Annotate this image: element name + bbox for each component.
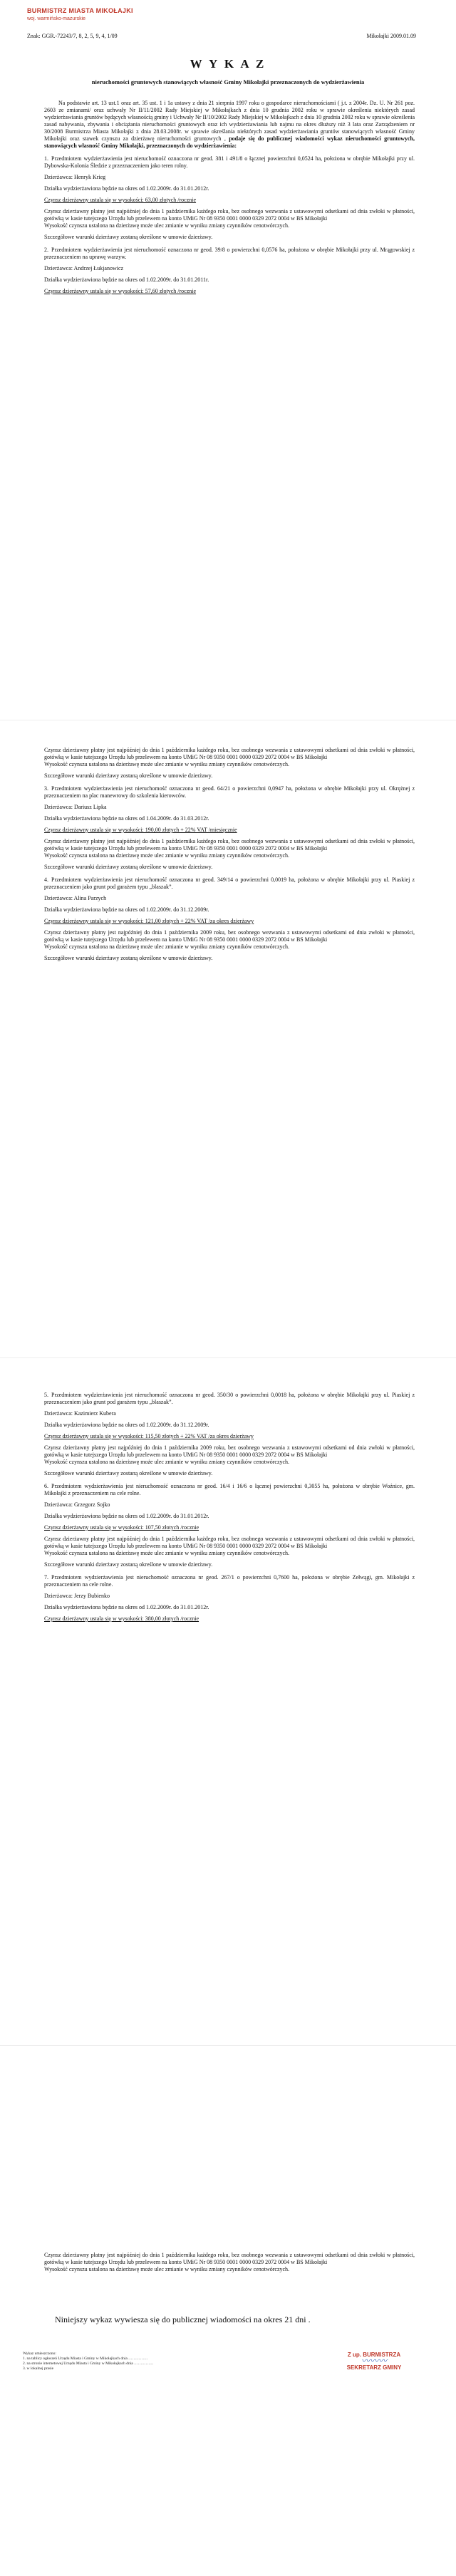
- item-lessee: Dzierżawca: Henryk Krieg: [44, 174, 106, 180]
- item-description: 5. Przedmiotem wydzierżawienia jest nieruchomość oznaczona nr geod. 350/30 o powierzchni 0,0018 ha, położona w obrębie Mikołajki przy ul. Piaskiej z przeznaczeniem jako grunt pod garażem typu „blaszak”.: [44, 1392, 415, 1405]
- payment-terms: Czynsz dzierżawny płatny jest najpóźniej do dnia 1 października każdego roku, bez osobnego wezwania z ustawowymi odsetkami od dnia zwłoki w płatności, gotówką w kasie tutejszego Urzędu lub przelewem na konto UMiG Nr 08 9350 0001 0000 0329 2072 0004 w BS Mikołajki Wysokość czynszu ustalona na dzierżawę może ulec zmianie w wyniku zmiany czynników cenotwórczych.: [44, 838, 415, 859]
- item-description: 3. Przedmiotem wydzierżawienia jest nieruchomość oznaczona nr geod. 64/21 o powierzchni 0,0947 ha, położona w obrębie Mikołajki przy ul. Okrężnej z przeznaczeniem na plac manewrowy do szkolenia kierowców.: [44, 785, 415, 799]
- section-page-3: [44, 1386, 415, 1627]
- item-period: Działka wydzierżawiona będzie na okres od 1.02.2009r. do 31.12.2009r.: [44, 1422, 209, 1428]
- document-subtitle: nieruchomości gruntowych stanowiących własność Gminy Mikołajki przeznaczonych do wydzierżawienia: [91, 78, 365, 86]
- list-item: [44, 155, 415, 241]
- item-period: Działka wydzierżawiona będzie na okres od 1.02.2009r. do 31.12.2009r.: [44, 906, 209, 913]
- list-item: [44, 1392, 415, 1477]
- terms-note: Szczegółowe warunki dzierżawy zostaną określone w umowie dzierżawy.: [44, 864, 213, 870]
- item-rent: Czynsz dzierżawny ustala się w wysokości: 121,00 złotych + 22% VAT /za okres dzierżawy: [44, 918, 254, 924]
- stamp-line-2: woj. warmińsko-mazurskie: [27, 16, 86, 21]
- list-item: [44, 1574, 415, 1623]
- section-page-4: [44, 2252, 415, 2277]
- reference-number: Znak: GGR.-72243/7, 8, 2, 5, 9, 4, 1/09: [27, 33, 118, 39]
- item-description: 7. Przedmiotem wydzierżawienia jest nieruchomość oznaczona nr geod. 267/1 o powierzchni 0,7600 ha, położona w obrębie Zełwągi, gm. Mikołajki z przeznaczeniem na cele rolne.: [44, 1574, 415, 1588]
- terms-note: Szczegółowe warunki dzierżawy zostaną określone w umowie dzierżawy.: [44, 234, 213, 240]
- item-lessee: Dzierżawca: Dariusz Lipka: [44, 804, 107, 810]
- signature-line-1: Z up. BURMISTRZA: [347, 2352, 401, 2358]
- item-period: Działka wydzierżawiona będzie na okres od 1.02.2009r. do 31.01.2012r.: [44, 1513, 209, 1519]
- item-rent: Czynsz dzierżawny ustala się w wysokości: 57,60 złotych /rocznie: [44, 288, 197, 294]
- document-meta: [27, 33, 416, 40]
- terms-note: Szczegółowe warunki dzierżawy zostaną określone w umowie dzierżawy.: [44, 955, 213, 961]
- closing-statement: Niniejszy wykaz wywiesza się do publicznej wiadomości na okres 21 dni .: [55, 2314, 311, 2324]
- footnote-heading: Wykaz umieszczono:: [23, 2352, 56, 2356]
- item-rent: Czynsz dzierżawny ustala się w wysokości: 115,50 złotych + 22% VAT /za okres dzierżawy: [44, 1433, 254, 1439]
- footnote-line: 1. na tablicy ogłoszeń Urzędu Miasta i Gminy w Mikołajkach dnia ……………: [23, 2357, 148, 2361]
- section-page-2: [44, 747, 415, 966]
- item-description: 1. Przedmiotem wydzierżawienia jest nieruchomość oznaczona nr geod. 381 i 491/8 o łącznej powierzchni 0,0524 ha, położona w obrębie Mikołajki przy ul. Dybowska-Kolonia Śledzie z przeznaczeniem jako teren rolny.: [44, 155, 415, 169]
- payment-terms: Czynsz dzierżawny płatny jest najpóźniej do dnia 1 października 2009 roku, bez osobnego wezwania z ustawowymi odsetkami od dnia zwłoki w płatności, gotówką w kasie tutejszego Urzędu lub przelewem na konto UMiG Nr 08 9350 0001 0000 0329 2072 0004 w BS Mikołajki Wysokość czynszu ustalona na dzierżawę może ulec zmianie w wyniku zmiany czynników cenotwórczych.: [44, 929, 415, 950]
- item-lessee: Dzierżawca: Alina Parzych: [44, 895, 107, 901]
- office-stamp: [27, 7, 133, 23]
- page-separator: [0, 1357, 456, 1358]
- item-rent: Czynsz dzierżawny ustala się w wysokości: 190,00 złotych + 22% VAT /miesięcznie: [44, 827, 237, 833]
- payment-terms: Czynsz dzierżawny płatny jest najpóźniej do dnia 1 października każdego roku, bez osobnego wezwania z ustawowymi odsetkami od dnia zwłoki w płatności, gotówką w kasie tutejszego Urzędu lub przelewem na konto UMiG Nr 08 9350 0001 0000 0329 2072 0004 w BS Mikołajki Wysokość czynszu ustalona na dzierżawę może ulec zmianie w wyniku zmiany czynników cenotwórczych.: [44, 1536, 415, 1556]
- list-item: [44, 876, 415, 962]
- signature-line-2: SEKRETARZ GMINY: [346, 2364, 402, 2371]
- document-date: Mikołajki 2009.01.09: [366, 33, 416, 39]
- posting-footnote: [23, 2352, 279, 2371]
- payment-terms: Czynsz dzierżawny płatny jest najpóźniej do dnia 1 października 2009 roku, bez osobnego wezwania z ustawowymi odsetkami od dnia zwłoki w płatności, gotówką w kasie tutejszego Urzędu lub przelewem na konto UMiG Nr 08 9350 0001 0000 0329 2072 0004 w BS Mikołajki Wysokość czynszu ustalona na dzierżawę może ulec zmianie w wyniku zmiany czynników cenotwórczych.: [44, 1444, 415, 1465]
- list-item: [44, 1483, 415, 1568]
- section-page-1: [44, 100, 415, 299]
- item-lessee: Dzierżawca: Andrzej Łukjanowicz: [44, 265, 124, 271]
- item-rent: Czynsz dzierżawny ustala się w wysokości: 107,50 złotych /rocznie: [44, 1524, 200, 1531]
- payment-terms: Czynsz dzierżawny płatny jest najpóźniej do dnia 1 października każdego roku, bez osobnego wezwania z ustawowymi odsetkami od dnia zwłoki w płatności, gotówką w kasie tutejszego Urzędu lub przelewem na konto UMiG Nr 08 9350 0001 0000 0329 2072 0004 w BS Mikołajki Wysokość czynszu ustalona na dzierżawę może ulec zmianie w wyniku zmiany czynników cenotwórczych.: [44, 747, 415, 767]
- terms-note: Szczegółowe warunki dzierżawy zostaną określone w umowie dzierżawy.: [44, 1470, 213, 1476]
- footnote-line: 2. na stronie internetowej Urzędu Miasta i Gminy w Mikołajkach dnia ……………: [23, 2362, 154, 2366]
- item-rent: Czynsz dzierżawny ustala się w wysokości: 63,00 złotych /rocznie: [44, 197, 197, 203]
- item-lessee: Dzierżawca: Grzegorz Sojko: [44, 1501, 110, 1508]
- item-lessee: Dzierżawca: Kazimierz Kubera: [44, 1410, 116, 1417]
- payment-terms: Czynsz dzierżawny płatny jest najpóźniej do dnia 1 października każdego roku, bez osobnego wezwania z ustawowymi odsetkami od dnia zwłoki w płatności, gotówką w kasie tutejszego Urzędu lub przelewem na konto UMiG Nr 08 9350 0001 0000 0329 2072 0004 w BS Mikołajki Wysokość czynszu ustalona na dzierżawę może ulec zmianie w wyniku zmiany czynników cenotwórczych.: [44, 2252, 415, 2272]
- item-lessee: Dzierżawca: Jerzy Bubienko: [44, 1593, 110, 1599]
- intro-paragraph: Na podstawie art. 13 ust.1 oraz art. 35 ust. 1 i 1a ustawy z dnia 21 sierpnia 1997 roku o gospodarce nieruchomościami ( j.t. z 2004r. Dz. U. Nr 261 poz. 2603 ze zmianami/ oraz uchwały Nr II/11/2002 Rady Miejskiej w Mikołajkach z dnia 10 grudnia 2002 roku w sprawie określenia niektórych zasad wydzierżawiania gruntów będących własnością gminy i Uchwały Nr II/10/2002 Rady Miejskiej w Mikołajkach z dnia 10 grudnia 2002 roku w sprawie określenia zasad nabywania, zbywania i obciążania nieruchomości gruntowych oraz ich wydzierżawiania lub najmu na okres dłuższy niż 3 lata oraz Zarządzeniem nr 30/2008 Burmistrza Miasta Mikołajki z dnia 28.03.2008r. w sprawie określania niektórych zasad wydzierżawiania gruntów stanowiących własność Gminy Mikołajki oraz stawek czynszu za dzierżawę nieruchomości gruntowych , podaje się do publicznej wiadomości wykaz nieruchomości gruntowych, stanowiących własność Gminy Mikołajki, przeznaczonych do wydzierżawienia:: [44, 100, 415, 149]
- item-description: 6. Przedmiotem wydzierżawienia jest nieruchomość oznaczona nr geod. 16/4 i 16/6 o łącznej powierzchni 0,3055 ha, położona w obrębie Woźnice, gm. Mikołajki z przeznaczeniem na cele rolne.: [44, 1483, 415, 1496]
- handwritten-signature: 〰〰〰: [361, 2356, 387, 2366]
- list-item: [44, 785, 415, 871]
- terms-note: Szczegółowe warunki dzierżawy zostaną określone w umowie dzierżawy.: [44, 1561, 213, 1568]
- terms-note: Szczegółowe warunki dzierżawy zostaną określone w umowie dzierżawy.: [44, 772, 213, 779]
- payment-terms: Czynsz dzierżawny płatny jest najpóźniej do dnia 1 października każdego roku, bez osobnego wezwania z ustawowymi odsetkami od dnia zwłoki w płatności, gotówką w kasie tutejszego Urzędu lub przelewem na konto UMiG Nr 08 9350 0001 0000 0329 2072 0004 w BS Mikołajki Wysokość czynszu ustalona na dzierżawę może ulec zmianie w wyniku zmiany czynników cenotwórczych.: [44, 208, 415, 229]
- footnote-line: 3. w lokalnej prasie: [23, 2366, 54, 2371]
- item-period: Działka wydzierżawiona będzie na okres od 1.02.2009r. do 31.01.2012r.: [44, 185, 209, 192]
- document-title: W Y K A Z: [190, 57, 266, 71]
- item-description: 4. Przedmiotem wydzierżawienia jest nieruchomość oznaczona nr geod. 349/14 o powierzchni 0,0019 ha, położona w obrębie Mikołajki przy ul. Piaskiej z przeznaczeniem jako grunt pod garażem typu „blaszak”.: [44, 876, 415, 890]
- item-description: 2. Przedmiotem wydzierżawienia jest nieruchomość oznaczona nr geod. 39/8 o powierzchni 0,0576 ha, położona w obrębie Mikołajki przy ul. Mrągowskiej z przeznaczeniem na uprawę warzyw.: [44, 247, 415, 260]
- item-rent: Czynsz dzierżawny ustala się w wysokości: 380,00 złotych /rocznie: [44, 1615, 200, 1622]
- signature-stamp: [328, 2352, 420, 2371]
- stamp-line-1: BURMISTRZ MIASTA MIKOŁAJKI: [27, 7, 133, 14]
- item-period: Działka wydzierżawiona będzie na okres od 1.02.2009r. do 31.01.2011r.: [44, 276, 209, 283]
- item-period: Działka wydzierżawiona będzie na okres od 1.02.2009r. do 31.01.2012r.: [44, 1604, 209, 1610]
- page-separator: [0, 2045, 456, 2046]
- list-item: [44, 247, 415, 295]
- item-period: Działka wydzierżawiona będzie na okres od 1.04.2009r. do 31.03.2012r.: [44, 815, 209, 822]
